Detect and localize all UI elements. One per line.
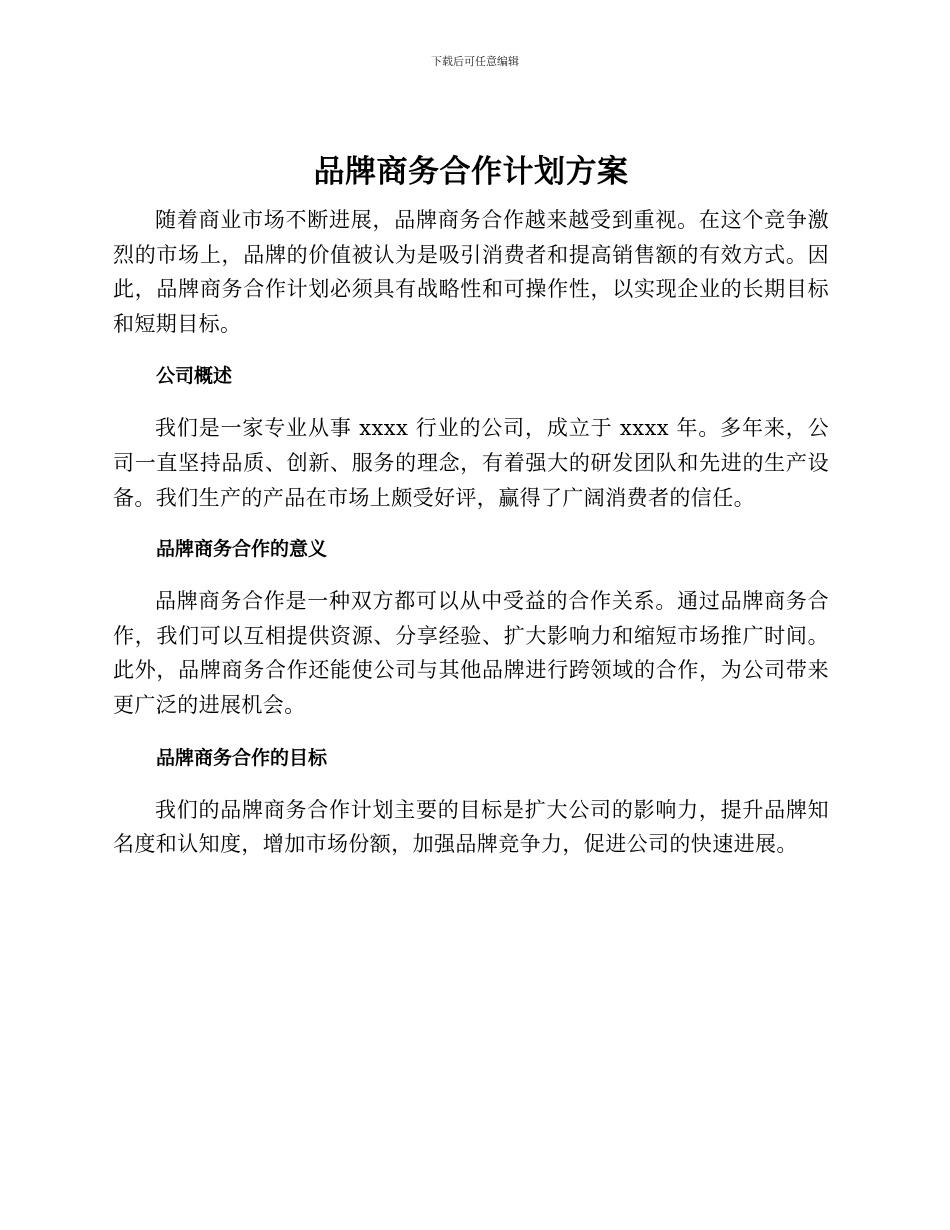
section-heading-goals: 品牌商务合作的目标 <box>156 746 328 769</box>
section-body-company-overview: 我们是一家专业从事 xxxx 行业的公司，成立于 xxxx 年。多年来，公司一直坚持品质、创新、服务的理念，有着强大的研发团队和先进的生产设备。我们生产的产品在市场上颇受好评，赢得了广阔消费者的信任。 <box>113 416 829 510</box>
document-title: 品牌商务合作计划方案 <box>313 154 629 190</box>
document-body <box>113 150 829 862</box>
section-heading-significance: 品牌商务合作的意义 <box>156 538 328 561</box>
section-body-goals: 我们的品牌商务合作计划主要的目标是扩大公司的影响力，提升品牌知名度和认知度，增加市场份额，加强品牌竞争力，促进公司的快速进展。 <box>113 797 829 857</box>
page-header-note: 下载后可任意编辑 <box>431 55 519 68</box>
section-heading-company-overview: 公司概述 <box>156 365 233 388</box>
intro-paragraph: 随着商业市场不断进展，品牌商务合作越来越受到重视。在这个竞争激烈的市场上，品牌的价值被认为是吸引消费者和提高销售额的有效方式。因此，品牌商务合作计划必须具有战略性和可操作性，以实现企业的长期目标和短期目标。 <box>113 208 829 336</box>
section-body-significance: 品牌商务合作是一种双方都可以从中受益的合作关系。通过品牌商务合作，我们可以互相提供资源、分享经验、扩大影响力和缩短市场推广时间。此外，品牌商务合作还能使公司与其他品牌进行跨领域的合作，为公司带来更广泛的进展机会。 <box>113 589 829 717</box>
